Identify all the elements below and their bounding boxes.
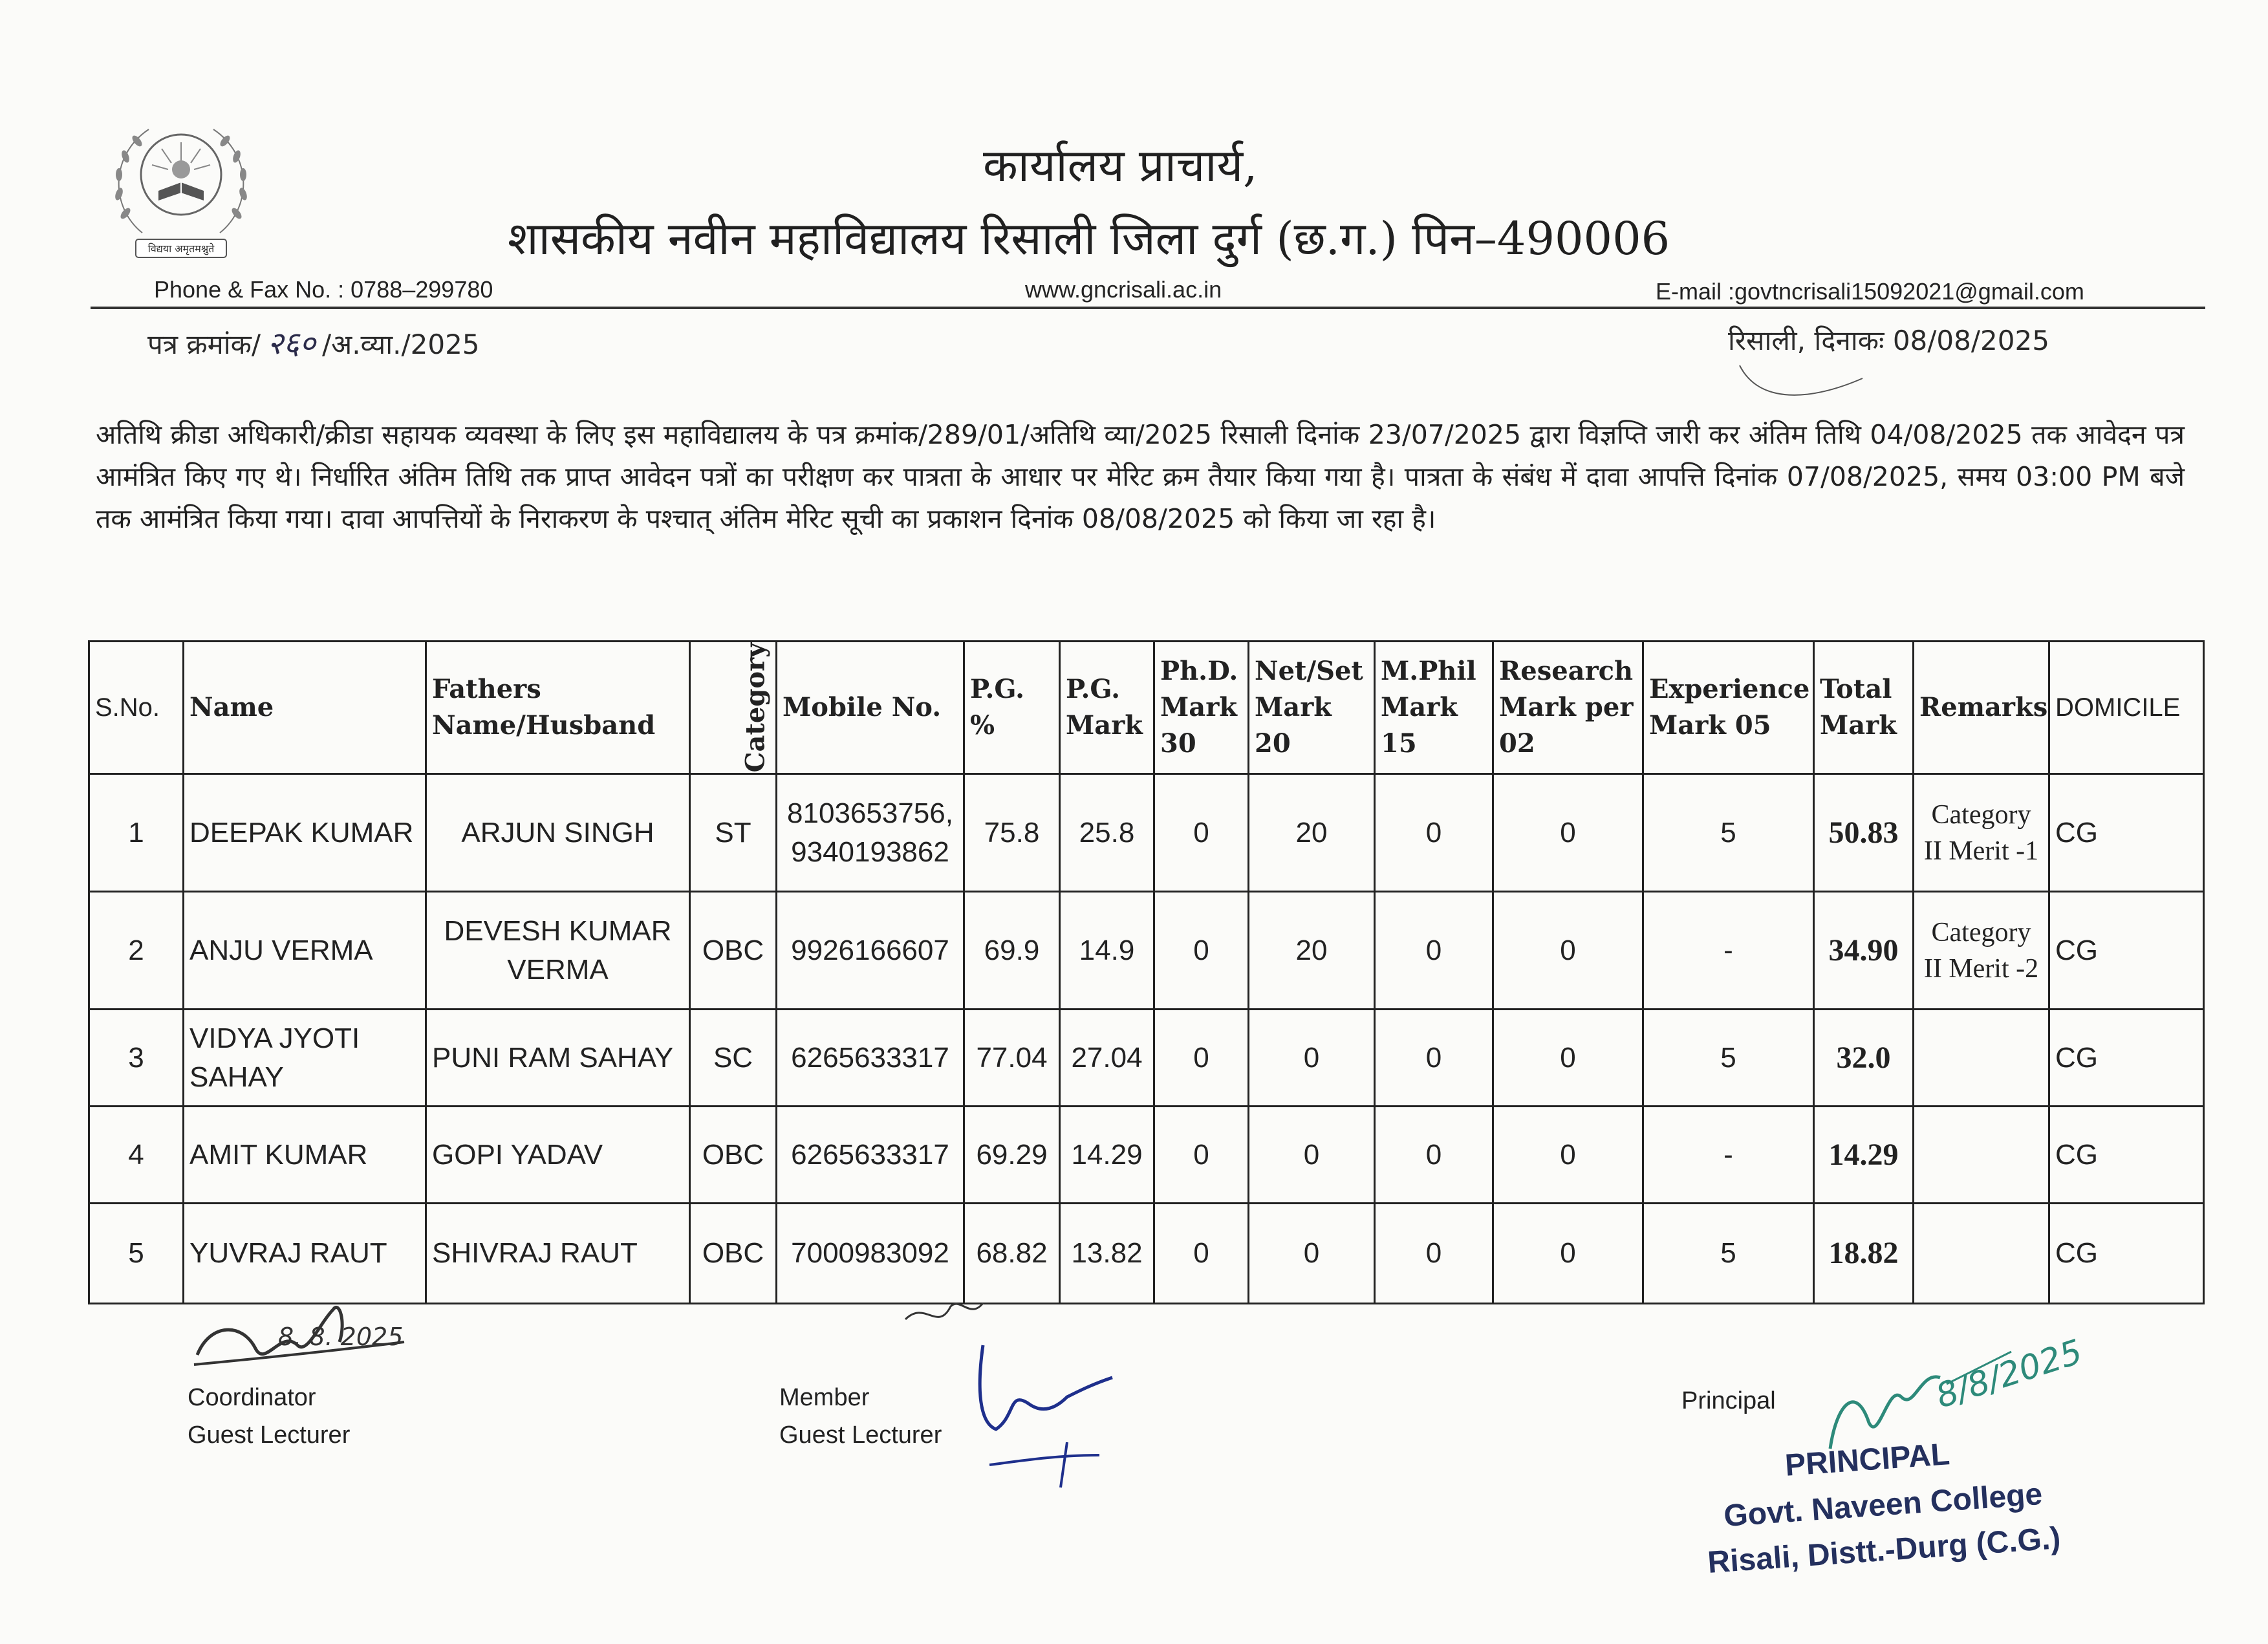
cell-total: 18.82 [1814,1204,1914,1304]
table-row [89,892,2204,1010]
office-title: कार्यालय प्राचार्य, [983,139,1258,192]
college-logo [103,110,259,272]
cell-name: YUVRAJ RAUT [184,1204,426,1304]
member-label: Member [779,1384,870,1411]
col-header-pg-percent: P.G. % [964,642,1060,774]
table-header-row [89,642,2204,774]
email-address[interactable]: E-mail :govtncrisali15092021@gmail.com [1656,278,2084,305]
cell-experience: 5 [1643,1204,1814,1304]
cell-mobile: 8103653756, 9340193862 [777,774,964,892]
coordinator-sign-date: 8. 8. 2025 [278,1323,404,1351]
coordinator-label: Coordinator [188,1384,316,1411]
col-header-mobile: Mobile No. [777,642,964,774]
cell-pg-mark: 14.9 [1060,892,1154,1010]
cell-pg-mark: 25.8 [1060,774,1154,892]
website-link[interactable]: www.gncrisali.ac.in [1025,276,1222,303]
cell-name: VIDYA JYOTI SAHAY [184,1010,426,1107]
pen-mark [1733,352,1875,411]
col-header-experience: Experience Mark 05 [1643,642,1814,774]
cell-research: 0 [1493,892,1643,1010]
ref-prefix: पत्र क्रमांक/ [147,329,261,360]
table-row [89,774,2204,892]
cell-phd: 0 [1154,774,1249,892]
cell-netset: 0 [1249,1107,1375,1204]
cell-mobile: 6265633317 [777,1010,964,1107]
cell-total: 32.0 [1814,1010,1914,1107]
cell-father: SHIVRAJ RAUT [426,1204,690,1304]
cell-father: DEVESH KUMAR VERMA [426,892,690,1010]
cell-pg-percent: 69.29 [964,1107,1060,1204]
principal-sign-date: 8/8/2025 [1931,1332,2088,1416]
cell-experience: - [1643,1107,1814,1204]
cell-phd: 0 [1154,1204,1249,1304]
col-header-category: Category [690,642,777,774]
cell-mphil: 0 [1375,1010,1493,1107]
cell-netset: 0 [1249,1204,1375,1304]
cell-total: 14.29 [1814,1107,1914,1204]
cell-category: OBC [690,1204,777,1304]
col-header-sno: S.No. [89,642,184,774]
cell-mphil: 0 [1375,1107,1493,1204]
cell-total: 50.83 [1814,774,1914,892]
cell-mobile: 7000983092 [777,1204,964,1304]
cell-domicile: CG [2049,1010,2204,1107]
merit-list-table [88,640,2205,1304]
table-row [89,1107,2204,1204]
cell-netset: 0 [1249,1010,1375,1107]
col-header-father: Fathers Name/Husband [426,642,690,774]
letter-reference [147,321,480,363]
cell-phd: 0 [1154,1010,1249,1107]
cell-name: AMIT KUMAR [184,1107,426,1204]
cell-name: DEEPAK KUMAR [184,774,426,892]
cell-netset: 20 [1249,892,1375,1010]
cell-pg-mark: 14.29 [1060,1107,1154,1204]
cell-pg-mark: 13.82 [1060,1204,1154,1304]
cell-remarks [1914,1204,2049,1304]
cell-experience: - [1643,892,1814,1010]
cell-pg-mark: 27.04 [1060,1010,1154,1107]
cell-name: ANJU VERMA [184,892,426,1010]
col-header-remarks: Remarks [1914,642,2049,774]
cell-mobile: 9926166607 [777,892,964,1010]
member-signature [899,1293,1132,1500]
cell-pg-percent: 75.8 [964,774,1060,892]
cell-research: 0 [1493,1107,1643,1204]
principal-stamp-title: PRINCIPAL [1784,1437,1951,1483]
cell-mphil: 0 [1375,774,1493,892]
col-header-research: Research Mark per 02 [1493,642,1643,774]
coordinator-role: Guest Lecturer [188,1422,351,1449]
letter-date: रिसाली, दिनाकः 08/08/2025 [1728,325,2049,356]
cell-father: PUNI RAM SAHAY [426,1010,690,1107]
cell-mobile: 6265633317 [777,1107,964,1204]
principal-label: Principal [1681,1387,1776,1414]
cell-father: GOPI YADAV [426,1107,690,1204]
cell-pg-percent: 68.82 [964,1204,1060,1304]
cell-sno: 2 [89,892,184,1010]
cell-remarks [1914,1010,2049,1107]
col-header-mphil: M.Phil Mark 15 [1375,642,1493,774]
cell-domicile: CG [2049,1204,2204,1304]
cell-sno: 4 [89,1107,184,1204]
cell-category: ST [690,774,777,892]
cell-domicile: CG [2049,774,2204,892]
cell-experience: 5 [1643,774,1814,892]
cell-sno: 1 [89,774,184,892]
cell-domicile: CG [2049,892,2204,1010]
col-header-phd: Ph.D. Mark 30 [1154,642,1249,774]
cell-remarks: Category II Merit -1 [1914,774,2049,892]
cell-phd: 0 [1154,892,1249,1010]
cell-remarks: Category II Merit -2 [1914,892,2049,1010]
cell-father: ARJUN SINGH [426,774,690,892]
notice-paragraph: अतिथि क्रीडा अधिकारी/क्रीडा सहायक व्यवस्था के लिए इस महाविद्यालय के पत्र क्रमांक/289/01/अतिथि व्या/2025 रिसाली दिनांक 23/07/2025 द्वारा विज्ञप्ति जारी कर अंतिम तिथि 04/08/2025 तक आवेदन पत्र आमंत्रित किए गए थे। निर्धारित अंतिम तिथि तक प्राप्त आवेदन पत्रों का परीक्षण कर पात्रता के आधार पर मेरिट क्रम तैयार किया गया है। पात्रता के संबंध में दावा आपत्ति दिनांक 07/08/2025, समय 03:00 PM बजे तक आमंत्रित किया गया। दावा आपत्तियों के निराकरण के पश्चात् अंतिम मेरिट सूची का प्रकाशन दिनांक 08/08/2025 को किया जा रहा है। [96,419,2185,534]
cell-phd: 0 [1154,1107,1249,1204]
header-divider [91,307,2205,309]
col-header-pg-mark: P.G. Mark [1060,642,1154,774]
cell-sno: 5 [89,1204,184,1304]
col-header-name: Name [184,642,426,774]
cell-research: 0 [1493,1204,1643,1304]
svg-text:विद्यया अमृतमश्नुते: विद्यया अमृतमश्नुते [147,243,215,255]
cell-pg-percent: 77.04 [964,1010,1060,1107]
cell-category: OBC [690,1107,777,1204]
col-header-domicile: DOMICILE [2049,642,2204,774]
cell-netset: 20 [1249,774,1375,892]
cell-sno: 3 [89,1010,184,1107]
member-role: Guest Lecturer [779,1422,942,1449]
col-header-total: Total Mark [1814,642,1914,774]
cell-mphil: 0 [1375,892,1493,1010]
cell-mphil: 0 [1375,1204,1493,1304]
phone-fax: Phone & Fax No. : 0788–299780 [154,276,493,303]
cell-total: 34.90 [1814,892,1914,1010]
cell-pg-percent: 69.9 [964,892,1060,1010]
cell-research: 0 [1493,774,1643,892]
ref-number-handwritten: २६० [267,325,316,362]
cell-domicile: CG [2049,1107,2204,1204]
cell-experience: 5 [1643,1010,1814,1107]
cell-category: SC [690,1010,777,1107]
ref-suffix: /अ.व्या./2025 [321,329,480,360]
principal-stamp-college: Govt. Naveen College [1722,1476,2044,1534]
college-name-line: शासकीय नवीन महाविद्यालय रिसाली जिला दुर्ग (छ.ग.) पिन–490006 [508,212,1670,265]
cell-remarks [1914,1107,2049,1204]
cell-category: OBC [690,892,777,1010]
principal-stamp-address: Risali, Distt.-Durg (C.G.) [1706,1520,2062,1581]
col-header-netset: Net/Set Mark 20 [1249,642,1375,774]
cell-research: 0 [1493,1010,1643,1107]
table-row [89,1010,2204,1107]
